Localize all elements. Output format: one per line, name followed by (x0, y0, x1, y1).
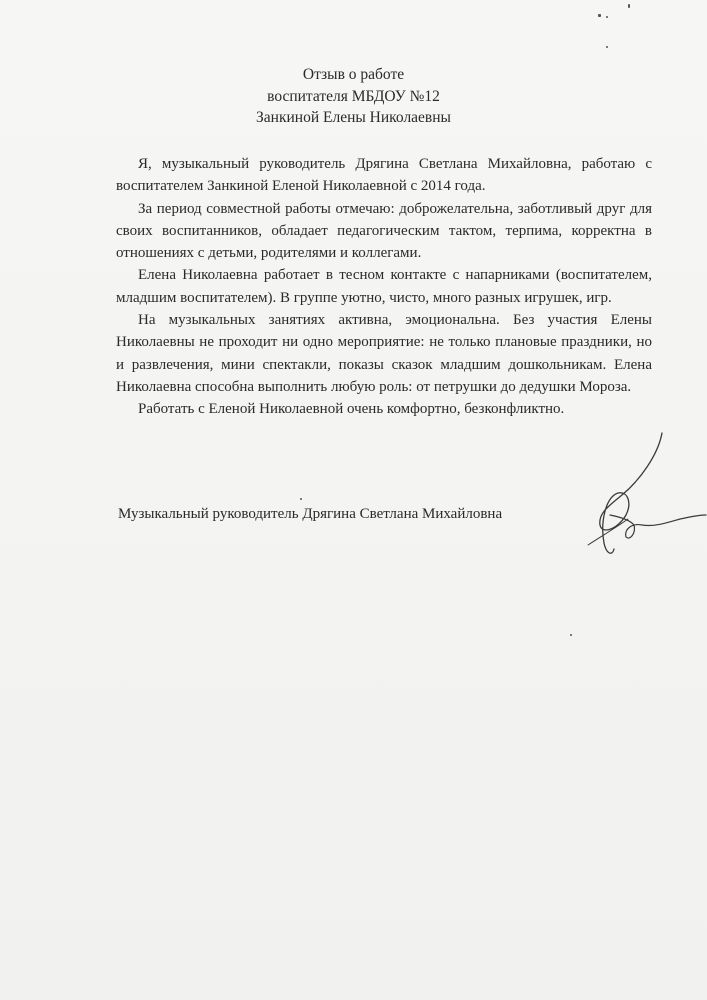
scan-speck (606, 16, 608, 18)
header-position: воспитателя МБДОУ №12 (267, 87, 440, 105)
header-title: Отзыв о работе (302, 66, 405, 83)
scan-speck (606, 46, 608, 48)
signature-line: Музыкальный руководитель Дрягина Светлана Михайловна (118, 506, 503, 522)
document-header (0, 64, 707, 129)
scan-speck (570, 634, 572, 636)
header-name: Занкиной Елены Николаевны (256, 109, 451, 126)
paragraph-3: Елена Николаевна работает в тесном контакте с напарниками (воспитателем, младшим воспитателем). В группе уютно, чисто, много разных игрушек, игр. (116, 267, 652, 306)
paragraph-1: Я, музыкальный руководитель Дрягина Светлана Михайловна, работаю с воспитателем Занкиной Еленой Николаевной с 2014 года. (116, 156, 652, 195)
scan-speck (300, 498, 302, 500)
scan-speck (598, 14, 601, 17)
paragraph-4: На музыкальных занятиях активна, эмоциональна. Без участия Елены Николаевны не проходит ни одно мероприятие: не только плановые праздники, но и развлечения, мини спектакли, показы сказок младшим дошкольникам. Елена Николаевна способна выполнить любую роль: от петрушки до дедушки Мороза. (116, 312, 652, 395)
scan-speck (628, 4, 630, 8)
handwritten-signature (570, 425, 707, 565)
document-body (116, 153, 652, 421)
paragraph-2: За период совместной работы отмечаю: доброжелательна, заботливый друг для своих воспитанников, обладает педагогическим тактом, терпима, корректна в отношениях с детьми, родителями и коллегами. (116, 200, 652, 262)
paragraph-5: Работать с Еленой Николаевной очень комфортно, безконфликтно. (138, 401, 565, 418)
